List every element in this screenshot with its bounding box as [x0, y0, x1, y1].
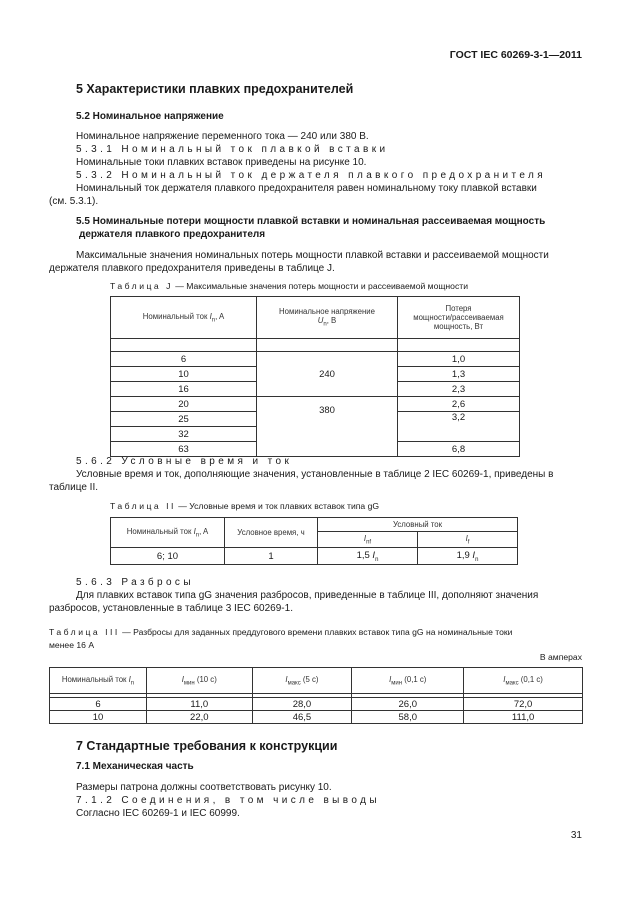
section-5-2-text: Номинальное напряжение переменного тока — 240 или 380 В. [76, 131, 369, 142]
table-iii-col-imax01: $I_{макс}$ (0,1 с) [464, 668, 583, 694]
table-iii-grid [49, 667, 583, 724]
table-j-cell: 2,6 [398, 397, 520, 412]
table-ii [110, 517, 518, 565]
section-5-3-2-text: Номинальный ток держателя плавкого предохранителя равен номинальному току плавкой вставки [76, 183, 537, 194]
section-5-5-title: 5.5 Номинальные потери мощности плавкой вставки и номинальная рассеиваемая мощность [76, 216, 546, 227]
section-5-5-title-cont: держателя плавкого предохранителя [79, 229, 266, 240]
table-iii-col-imax5: $I_{макс}$ (5 с) [252, 668, 352, 694]
table-iii-cell: 72,0 [464, 698, 583, 711]
section-5-3-1-title: 5.3.1 Номинальный ток плавкой вставки [76, 144, 389, 155]
table-iii-caption-cont: менее 16 А [49, 640, 95, 650]
section-5-title: 5 Характеристики плавких предохранителей [76, 82, 354, 96]
table-iii-cell: 6 [50, 698, 147, 711]
section-5-5-text-cont: держателя плавкого предохранителя приведены в таблице J. [49, 263, 335, 274]
table-iii-col-imin01: $I_{мин}$ (0,1 с) [352, 668, 464, 694]
table-iii-cell: 111,0 [464, 711, 583, 724]
table-row [50, 698, 583, 711]
table-iii-cell: 58,0 [352, 711, 464, 724]
section-5-6-2-text-cont: таблице II. [49, 482, 99, 493]
table-j-cell: 25 [111, 412, 257, 427]
table-j-col-current: Номинальный ток $I_n$, A [111, 297, 257, 339]
table-iii-cell: 22,0 [147, 711, 253, 724]
doc-header: ГОСТ IEC 60269-3-1—2011 [449, 49, 582, 61]
table-j-cell: 1,3 [398, 367, 520, 382]
table-j-cell: 6,8 [398, 442, 520, 457]
table-ii-col-if: $I_f$ [417, 532, 517, 548]
table-ii-cell: 1 [225, 548, 318, 565]
table-iii [49, 667, 583, 723]
section-7-1-2-title: 7.1.2 Соединения, в том числе выводы [76, 795, 380, 806]
table-ii-col-inf: $I_{nf}$ [318, 532, 418, 548]
section-7-1-title: 7.1 Механическая часть [76, 761, 194, 772]
table-j-cell: 240 [257, 352, 398, 397]
page-number: 31 [570, 830, 582, 841]
section-5-3-1-text: Номинальные токи плавких вставок приведены на рисунке 10. [76, 157, 367, 168]
table-row [50, 711, 583, 724]
table-j [110, 296, 520, 457]
table-j-cell: 16 [111, 382, 257, 397]
table-j-cell: 3,2 [398, 412, 520, 442]
section-7-1-2-text: Согласно IEC 60269-1 и IEC 60999. [76, 808, 240, 819]
section-5-2-title: 5.2 Номинальное напряжение [76, 111, 224, 122]
table-iii-col-imin10: $I_{мин}$ (10 с) [147, 668, 253, 694]
table-iii-col-current: Номинальный ток $I_n$ [50, 668, 147, 694]
section-5-6-2-title: 5.6.2 Условные время и ток [76, 456, 293, 467]
section-5-5-text: Максимальные значения номинальных потерь мощности плавкой вставки и рассеиваемой мощности [76, 250, 549, 261]
table-ii-cell: 6; 10 [111, 548, 225, 565]
table-ii-col-cond-current: Условный ток [318, 518, 518, 532]
table-ii-caption: Таблица II — Условные время и ток плавких вставок типа gG [110, 501, 380, 511]
section-5-6-3-text-cont: разбросов, установленные в таблице 3 IEC 60269-1. [49, 603, 293, 614]
table-ii-col-time: Условное время, ч [225, 518, 318, 548]
table-j-caption: Таблица J — Максимальные значения потерь мощности и рассеиваемой мощности [110, 281, 468, 291]
section-5-6-3-title: 5.6.3 Разбросы [76, 577, 194, 588]
table-j-cell: 380 [257, 397, 398, 457]
table-iii-cell: 10 [50, 711, 147, 724]
table-ii-col-current: Номинальный ток $I_n$, A [111, 518, 225, 548]
section-7-1-text: Размеры патрона должны соответствовать рисунку 10. [76, 782, 332, 793]
table-j-cell: 63 [111, 442, 257, 457]
section-5-3-2-title: 5.3.2 Номинальный ток держателя плавкого предохранителя [76, 170, 547, 181]
table-j-cell: 6 [111, 352, 257, 367]
section-7-title: 7 Стандартные требования к конструкции [76, 739, 338, 753]
section-5-6-2-text: Условные время и ток, дополняющие значения, установленные в таблице 2 IEC 60269-1, приведены в [76, 469, 554, 480]
table-ii-cell: 1,9 $I_n$ [417, 548, 517, 565]
section-5-3-2-text-cont: (см. 5.3.1). [49, 196, 99, 207]
section-5-6-3-text: Для плавких вставок типа gG значения разбросов, приведенные в таблице III, дополняют значения [76, 590, 539, 601]
table-j-cell: 10 [111, 367, 257, 382]
table-iii-caption: Таблица III — Разбросы для заданных преддугового времени плавких вставок типа gG на номинальные токи [49, 627, 513, 637]
table-j-cell: 20 [111, 397, 257, 412]
table-ii-cell: 1,5 $I_n$ [318, 548, 418, 565]
table-iii-units: В амперах [539, 652, 582, 662]
table-iii-cell: 26,0 [352, 698, 464, 711]
table-j-cell: 32 [111, 427, 257, 442]
table-j-cell: 2,3 [398, 382, 520, 397]
table-iii-cell: 11,0 [147, 698, 253, 711]
table-j-col-loss: Потеря мощности/рассеиваемая мощность, Вт [398, 297, 520, 339]
table-iii-cell: 28,0 [252, 698, 352, 711]
table-j-col-voltage: Номинальное напряжение $U_n$, В [257, 297, 398, 339]
table-j-cell: 1,0 [398, 352, 520, 367]
table-iii-cell: 46,5 [252, 711, 352, 724]
table-j-spacer [111, 339, 257, 352]
